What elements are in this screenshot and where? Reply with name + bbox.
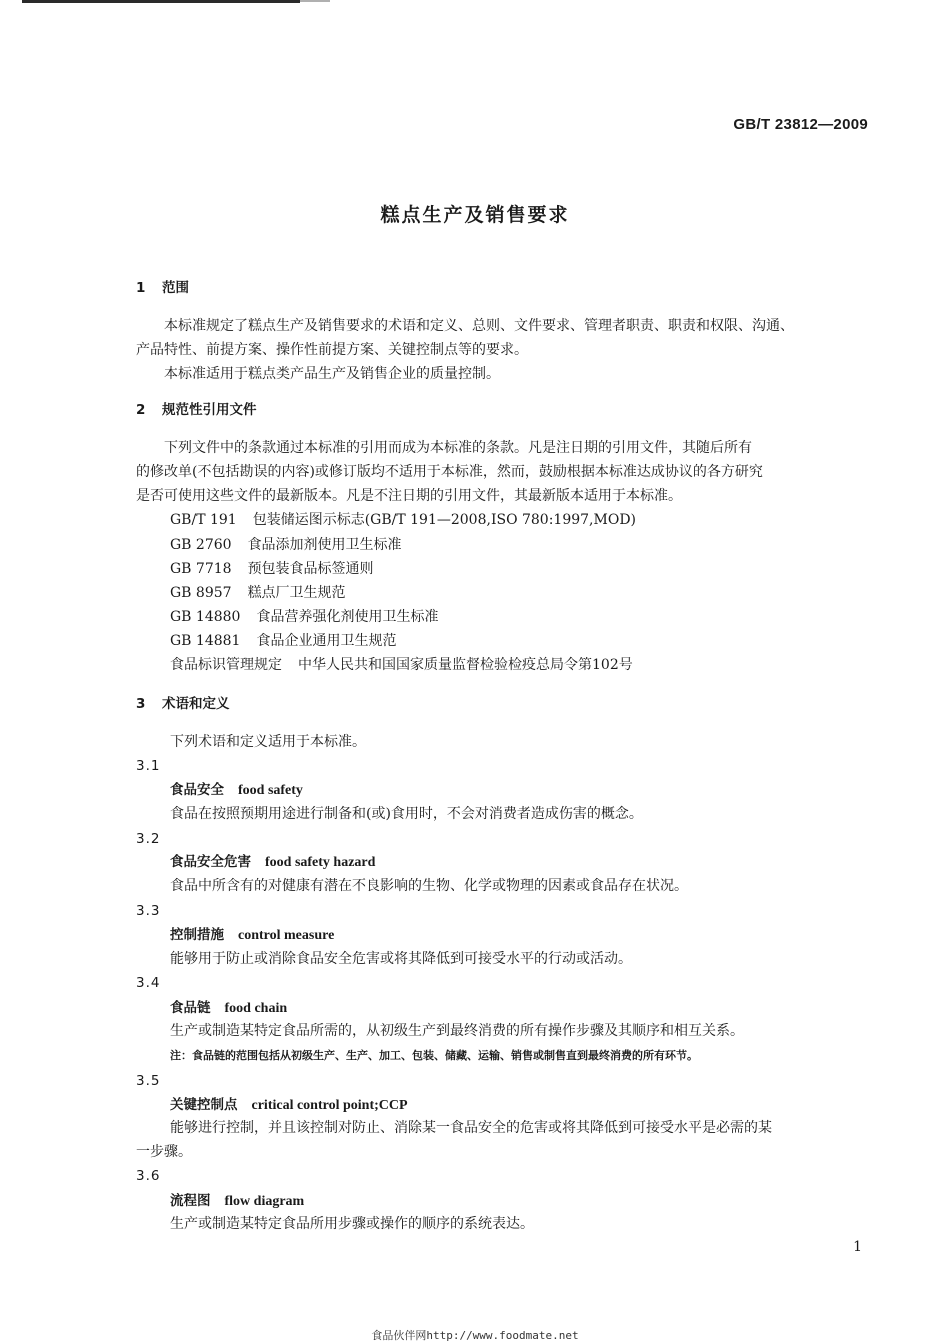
clause-number: 3.6 xyxy=(136,1168,161,1184)
reference-title: 包装储运图示标志(GB/T 191—2008,ISO 780:1997,MOD) xyxy=(252,512,637,528)
term-note: 注：食品链的范围包括从初级生产、生产、加工、包装、储藏、运输、销售或制售直到最终消费的所有环节。 xyxy=(170,1049,698,1062)
clause-number: 3.5 xyxy=(136,1073,161,1089)
section-number: 2 xyxy=(136,402,146,418)
top-rule xyxy=(22,0,300,3)
term-en: food chain xyxy=(224,1001,288,1016)
reference-item xyxy=(170,583,346,603)
clause-number: 3.1 xyxy=(136,758,161,774)
term-definition: 生产或制造某特定食品所用步骤或操作的顺序的系统表达。 xyxy=(170,1216,534,1232)
term-en: food safety xyxy=(238,783,303,798)
reference-title: 预包装食品标签通则 xyxy=(247,561,374,577)
term-definition: 食品在按照预期用途进行制备和(或)食用时，不会对消费者造成伤害的概念。 xyxy=(170,806,643,822)
reference-title: 食品添加剂使用卫生标准 xyxy=(247,537,402,553)
section-title: 术语和定义 xyxy=(162,696,230,712)
term-heading xyxy=(170,925,334,946)
paragraph-line: 产品特性、前提方案、操作性前提方案、关键控制点等的要求。 xyxy=(136,342,528,358)
reference-item xyxy=(170,559,374,579)
term-en: food safety hazard xyxy=(265,855,376,870)
term-cn: 流程图 xyxy=(170,1193,211,1209)
paragraph-line: 本标准规定了糕点生产及销售要求的术语和定义、总则、文件要求、管理者职责、职责和权限、沟通、 xyxy=(164,318,794,334)
term-definition: 食品中所含有的对健康有潜在不良影响的生物、化学或物理的因素或食品存在状况。 xyxy=(170,878,688,894)
term-heading xyxy=(170,780,303,801)
term-definition: 一步骤。 xyxy=(136,1144,192,1160)
paragraph-line: 下列术语和定义适用于本标准。 xyxy=(170,734,366,750)
section-title: 范围 xyxy=(162,280,189,296)
section-number: 1 xyxy=(136,280,146,296)
clause-number: 3.4 xyxy=(136,975,161,991)
section-1-heading xyxy=(136,278,189,298)
clause-number: 3.3 xyxy=(136,903,161,919)
reference-item xyxy=(170,607,438,627)
term-definition: 生产或制造某特定食品所需的，从初级生产到最终消费的所有操作步骤及其顺序和相互关系。 xyxy=(170,1023,744,1039)
top-rule-faint xyxy=(300,0,330,2)
term-en: flow diagram xyxy=(224,1194,305,1209)
reference-item xyxy=(170,631,396,651)
document-title: 糕点生产及销售要求 xyxy=(380,204,570,226)
term-cn: 食品安全 xyxy=(170,782,224,798)
reference-code: GB 8957 xyxy=(170,585,232,601)
clause-number: 3.2 xyxy=(136,831,161,847)
reference-item xyxy=(170,535,402,555)
term-definition: 能够用于防止或消除食品安全危害或将其降低到可接受水平的行动或活动。 xyxy=(170,951,632,967)
term-heading xyxy=(170,1191,304,1212)
term-cn: 控制措施 xyxy=(170,927,224,943)
reference-title: 中华人民共和国国家质量监督检验检疫总局令第102号 xyxy=(298,657,633,673)
standard-number: GB/T 23812—2009 xyxy=(733,116,868,133)
term-cn: 食品链 xyxy=(170,1000,211,1016)
term-en: critical control point;CCP xyxy=(251,1098,408,1113)
reference-item xyxy=(170,510,636,530)
section-3-heading xyxy=(136,694,230,714)
reference-code: GB 7718 xyxy=(170,561,232,577)
reference-title: 食品营养强化剂使用卫生标准 xyxy=(256,609,439,625)
section-number: 3 xyxy=(136,696,146,712)
term-heading xyxy=(170,998,287,1019)
paragraph-line: 的修改单(不包括勘误的内容)或修订版均不适用于本标准，然而，鼓励根据本标准达成协议的各方研究 xyxy=(136,464,763,480)
reference-code: GB 14881 xyxy=(170,633,241,649)
footer-watermark: 食品伙伴网http://www.foodmate.net xyxy=(371,1329,579,1342)
reference-title: 食品企业通用卫生规范 xyxy=(256,633,397,649)
reference-code: 食品标识管理规定 xyxy=(170,657,282,673)
section-title: 规范性引用文件 xyxy=(162,402,257,418)
paragraph-line: 是否可使用这些文件的最新版本。凡是不注日期的引用文件，其最新版本适用于本标准。 xyxy=(136,488,682,504)
section-2-heading xyxy=(136,400,257,420)
reference-item xyxy=(170,655,633,675)
paragraph-line: 本标准适用于糕点类产品生产及销售企业的质量控制。 xyxy=(164,366,500,382)
term-definition: 能够进行控制，并且该控制对防止、消除某一食品安全的危害或将其降低到可接受水平是必需的某 xyxy=(170,1120,772,1136)
reference-code: GB 14880 xyxy=(170,609,241,625)
term-en: control measure xyxy=(238,928,335,943)
term-heading xyxy=(170,1095,408,1116)
reference-title: 糕点厂卫生规范 xyxy=(247,585,346,601)
paragraph-line: 下列文件中的条款通过本标准的引用而成为本标准的条款。凡是注日期的引用文件，其随后所有 xyxy=(164,440,752,456)
reference-code: GB/T 191 xyxy=(170,512,237,528)
term-cn: 食品安全危害 xyxy=(170,854,251,870)
term-heading xyxy=(170,852,375,873)
reference-code: GB 2760 xyxy=(170,537,232,553)
term-cn: 关键控制点 xyxy=(170,1097,238,1113)
page-number: 1 xyxy=(853,1239,862,1255)
